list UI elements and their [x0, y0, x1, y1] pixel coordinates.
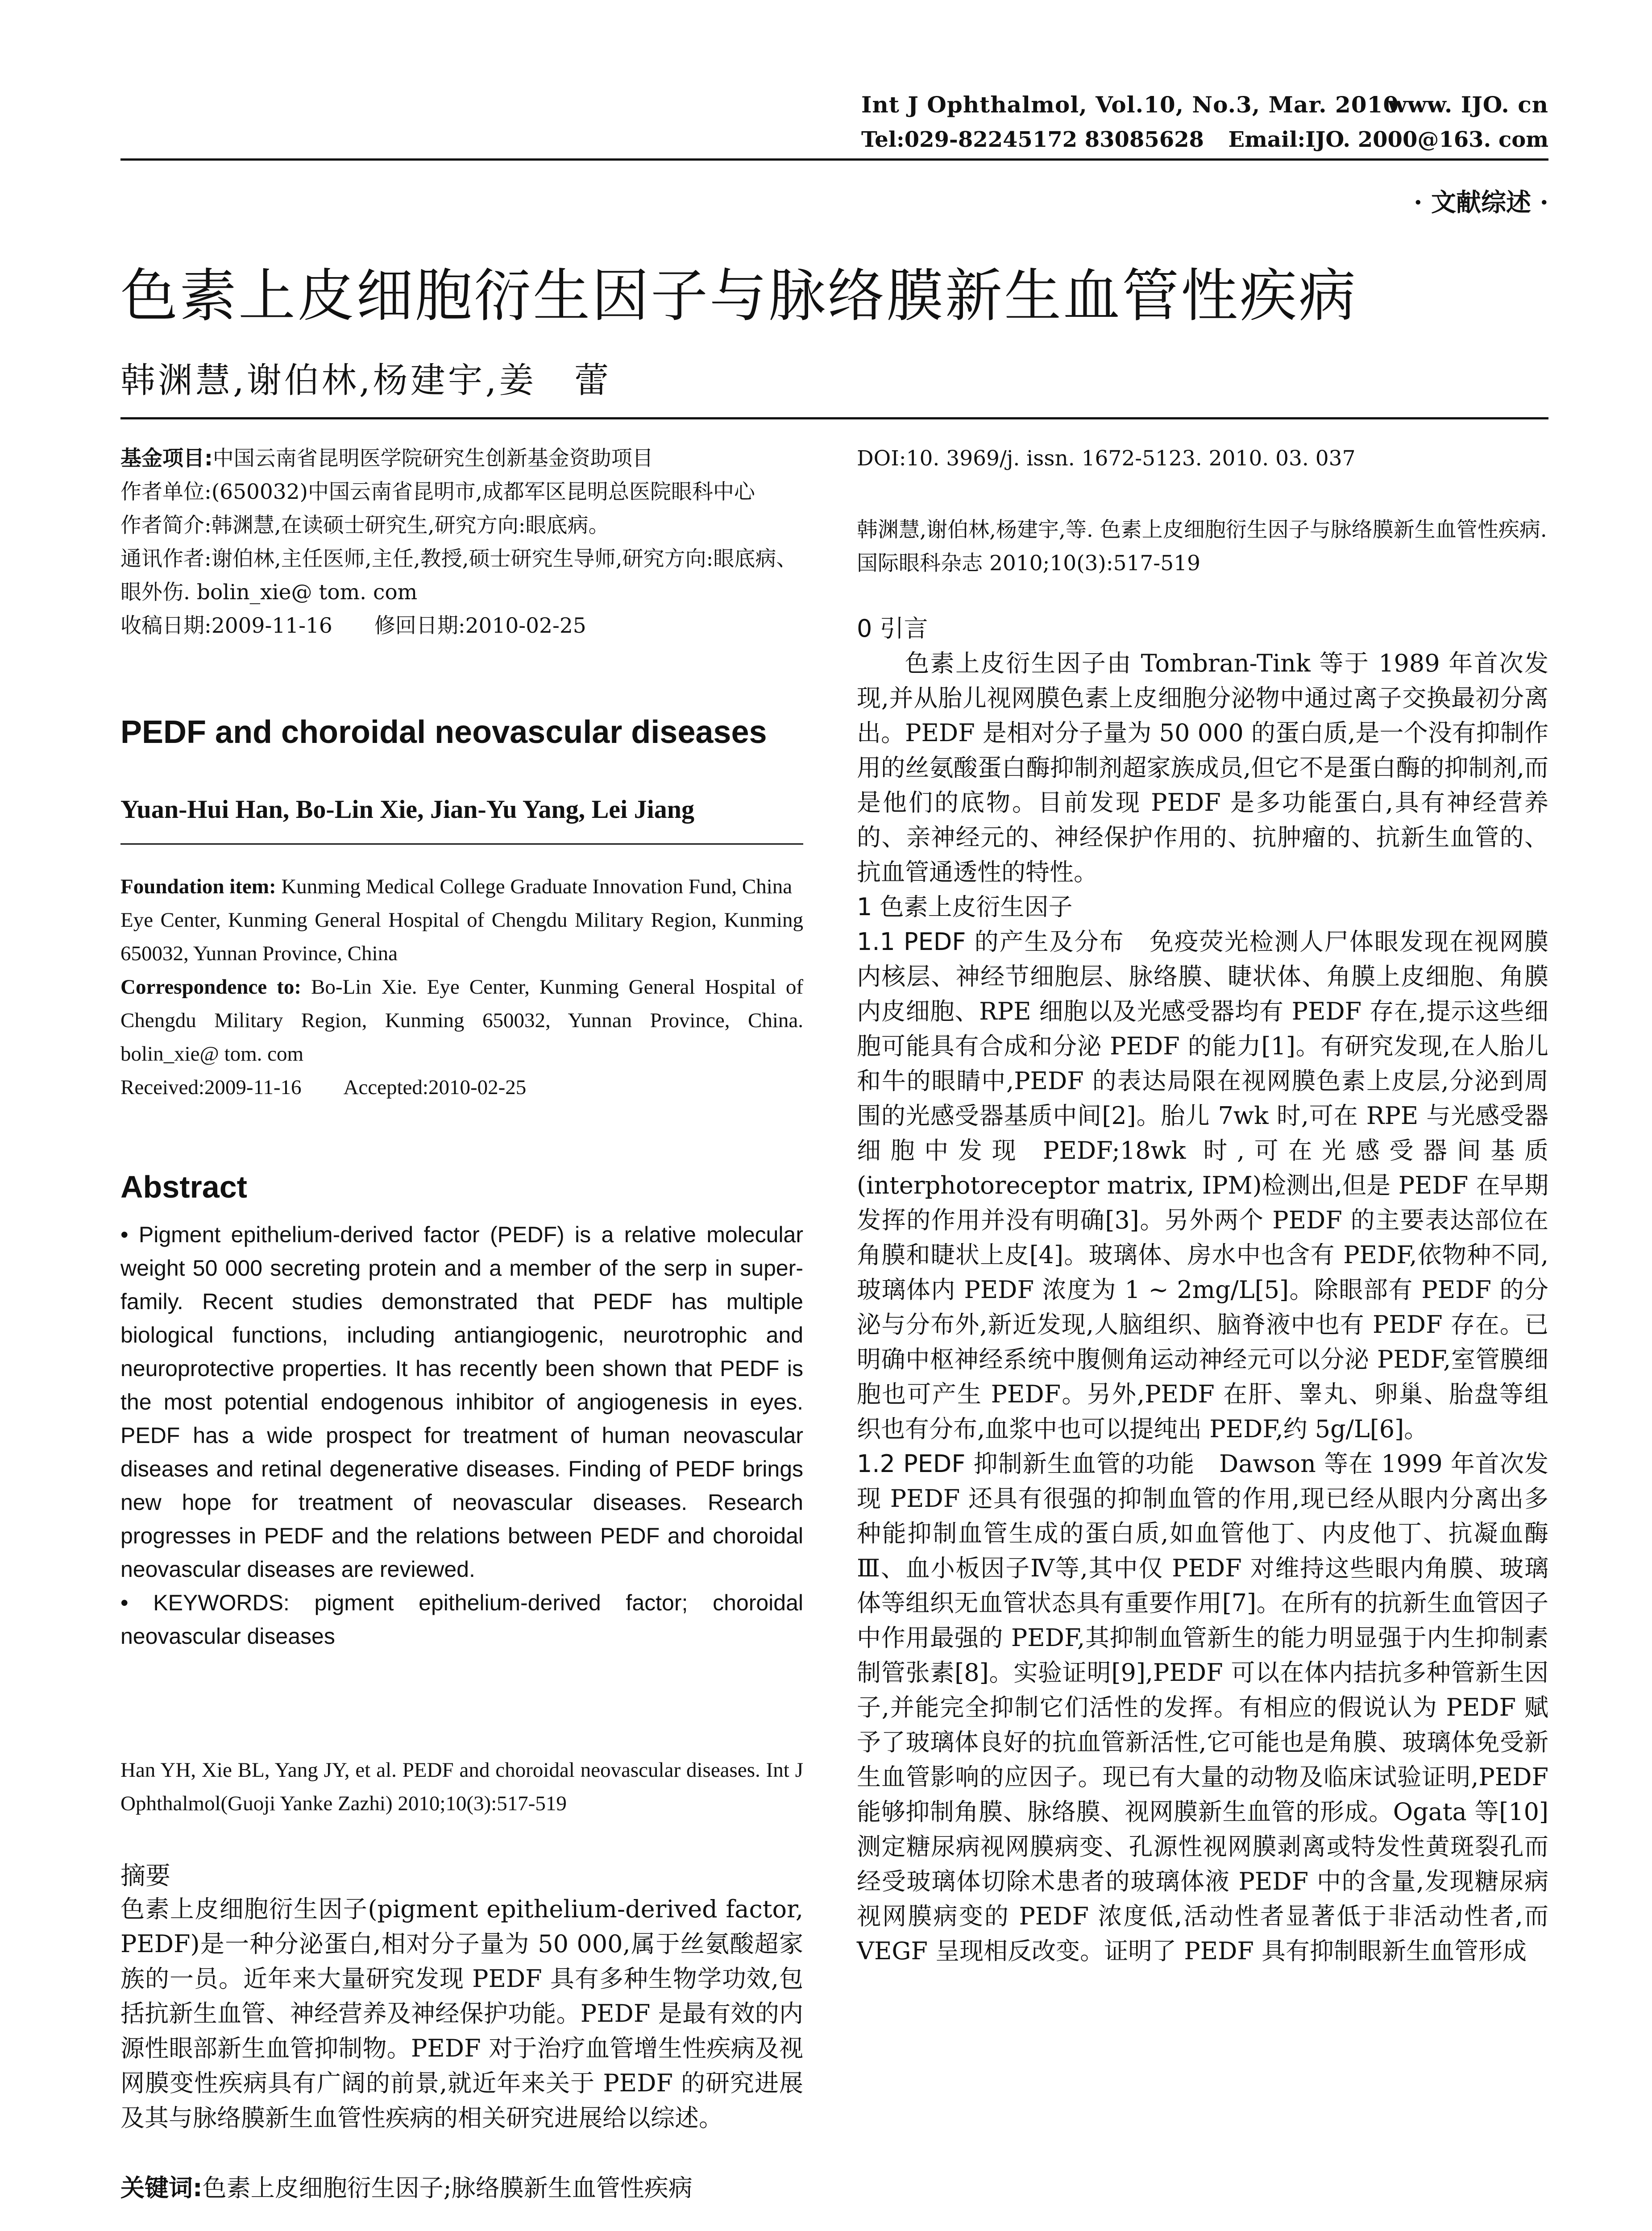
section-1-1	[857, 925, 1548, 1447]
journal-contact	[861, 127, 1548, 152]
fund-cn: 基金项目:中国云南省昆明医学院研究生创新基金资助项目	[120, 446, 653, 471]
doi: DOI:10. 3969/j. issn. 1672-5123. 2010. 03. 037	[857, 446, 1356, 471]
dates-en: Received:2009-11-16 Accepted:2010-02-25	[120, 1076, 527, 1099]
body-text	[857, 611, 1548, 1969]
abstract-body	[120, 1218, 803, 1653]
section-tag: · 文献综述 ·	[1414, 188, 1548, 217]
abstract-heading: Abstract	[120, 1169, 247, 1204]
section-1-2-text: Dawson 等在 1999 年首次发现 PEDF 还具有很强的抑制血管的作用,现已经从眼内分离出多种能抑制血管生成的蛋白质,如血管他丁、内皮他丁、抗凝血酶Ⅲ、血小板因子Ⅳ等,其中仅 PEDF 对维持这些眼内角膜、玻璃体等组织无血管状态具有重要作用[7]。在所有的抗新生血管因子中作用最强的 PEDF,其抑制血管新生的能力明显强于内生抑制素制管张素[8]。实验证明[9],PEDF 可以在体内拮抗多种管新生因子,并能完全抑制它们活性的发挥。有相应的假说认为 PEDF 赋予了玻璃体良好的抗血管新活性,它可能也是角膜、玻璃体免受新生血管影响的应因子。现已有大量的动物及临床试验证明,PEDF 能够抑制角膜、脉络膜、视网膜新生血管的形成。Ogata 等[10] 测定糖尿病视网膜病变、孔源性视网膜剥离或特发性黄斑裂孔而经受玻璃体切除术患者的玻璃体液 PEDF 中的含量,发现糖尿病视网膜病变的 PEDF 浓度低,活动性者显著低于非活动性者,而 VEGF 呈现相反改变。证明了 PEDF 具有抑制眼新生血管形成	[857, 1450, 1548, 1965]
article-info-en	[120, 870, 803, 1104]
abstract-keywords: • KEYWORDS: pigment epithelium-derived factor; choroidal neovascular diseases	[120, 1590, 803, 1649]
section-0-heading: 0 引言	[857, 614, 928, 643]
citation-en: Han YH, Xie BL, Yang JY, et al. PEDF and choroidal neovascular diseases. Int J Ophthalmol(Guoji Yanke Zazhi) 2010;10(3):517-519	[120, 1758, 803, 1815]
section-1-heading: 1 色素上皮衍生因子	[857, 893, 1073, 921]
dates-cn: 收稿日期:2009-11-16 修回日期:2010-02-25	[120, 614, 586, 638]
correspondence-cn: 通讯作者:谢伯林,主任医师,主任,教授,硕士研究生导师,研究方向:眼底病、眼外伤. bolin_xie@ tom. com	[120, 547, 797, 605]
header-rule	[120, 158, 1548, 161]
section-0-text: 色素上皮衍生因子由 Tombran-Tink 等于 1989 年首次发现,并从胎儿视网膜色素上皮细胞分泌物中通过离子交换最初分离出。PEDF 是相对分子量为 50 000 的蛋白质,是一个没有抑制作用的丝氨酸蛋白酶抑制剂超家族成员,但它不是蛋白酶的抑制剂,而是他们的底物。目前发现 PEDF 是多功能蛋白,具有神经营养的、亲神经元的、神经保护作用的、抗肿瘤的、抗新生血管的、抗血管通透性的特性。	[857, 649, 1548, 886]
en-authors-rule	[120, 843, 803, 845]
zhaiyao-heading: 摘要	[120, 1862, 170, 1891]
authors-en: Yuan-Hui Han, Bo-Lin Xie, Jian-Yu Yang, Lei Jiang	[120, 795, 695, 824]
unit-en: Eye Center, Kunming General Hospital of Chengdu Military Region, Kunming 650032, Yunnan Province, China	[120, 908, 803, 965]
authors-cn: 韩渊慧,谢伯林,杨建宇,姜 蕾	[120, 361, 612, 401]
keywords-cn: 关键词:色素上皮细胞衍生因子;脉络膜新生血管性疾病	[120, 2174, 693, 2202]
journal-email: Email:IJO. 2000@163. com	[1228, 127, 1548, 152]
citation-cn: 韩渊慧,谢伯林,杨建宇,等. 色素上皮细胞衍生因子与脉络膜新生血管性疾病. 国际眼科杂志 2010;10(3):517-519	[857, 518, 1547, 576]
section-1-2-heading: 1.2 PEDF 抑制新生血管的功能	[857, 1450, 1195, 1478]
article-title-cn: 色素上皮细胞衍生因子与脉络膜新生血管性疾病	[120, 263, 1358, 329]
bio-cn: 作者简介:韩渊慧,在读硕士研究生,研究方向:眼底病。	[120, 513, 610, 538]
journal-citation: Int J Ophthalmol, Vol.10, No.3, Mar. 2010	[861, 91, 1399, 118]
abstract-text: • Pigment epithelium-derived factor (PEDF) is a relative molecular weight 50 000 secreting protein and a member of the serp in super-family. Recent studies demonstrated that PEDF has multiple biological functions, including antiangiogenic, neurotrophic and neuroprotective properties. It has recently been shown that PEDF is the most potential endogenous inhibitor of angiogenesis in eyes. PEDF has a wide prospect for treatment of human neovascular diseases and retinal degenerative diseases. Finding of PEDF brings new hope for treatment of neovascular diseases. Research progresses in PEDF and the relations between PEDF and choroidal neovascular diseases are reviewed.	[120, 1222, 803, 1582]
zhaiyao-body: 色素上皮细胞衍生因子(pigment epithelium-derived factor, PEDF)是一种分泌蛋白,相对分子量为 50 000,属于丝氨酸超家族的一员。近年来大量研究发现 PEDF 具有多种生物学功效,包括抗新生血管、神经营养及神经保护功能。PEDF 是最有效的内源性眼部新生血管抑制物。PEDF 对于治疗血管增生性疾病及视网膜变性疾病具有广阔的前景,就近年来关于 PEDF 的研究进展及其与脉络膜新生血管性疾病的相关研究进展给以综述。	[120, 1895, 803, 2132]
title-rule	[120, 417, 1548, 419]
article-title-en: PEDF and choroidal neovascular diseases	[120, 714, 767, 750]
journal-tel: Tel:029-82245172 83085628	[861, 127, 1204, 152]
journal-header	[861, 91, 1548, 118]
article-info-cn	[120, 442, 803, 643]
correspondence-en: Correspondence to: Bo-Lin Xie. Eye Center, Kunming General Hospital of Chengdu Military Region, Kunming 650032, Yunnan Province, China. bolin_xie@ tom. com	[120, 975, 803, 1066]
section-1-2	[857, 1447, 1548, 1969]
section-1-1-heading: 1.1 PEDF 的产生及分布	[857, 928, 1125, 956]
journal-website: www. IJO. cn	[1387, 91, 1548, 118]
section-1-1-text: 免疫荧光检测人尸体眼发现在视网膜内核层、神经节细胞层、脉络膜、睫状体、角膜上皮细胞、角膜内皮细胞、RPE 细胞以及光感受器均有 PEDF 存在,提示这些细胞可能具有合成和分泌 PEDF 的能力[1]。有研究发现,在人胎儿和牛的眼睛中,PEDF 的表达局限在视网膜色素上皮层,分泌到周围的光感受器基质中间[2]。胎儿 7wk 时,可在 RPE 与光感受器细胞中发现 PEDF;18wk 时,可在光感受器间基质(interphotoreceptor matrix, IPM)检测出,但是 PEDF 在早期发挥的作用并没有明确[3]。另外两个 PEDF 的主要表达部位在角膜和睫状上皮[4]。玻璃体、房水中也含有 PEDF,依物种不同,玻璃体内 PEDF 浓度为 1 ~ 2mg/L[5]。除眼部有 PEDF 的分泌与分布外,新近发现,人脑组织、脑脊液中也有 PEDF 存在。已明确中枢神经系统中腹侧角运动神经元可以分泌 PEDF,室管膜细胞也可产生 PEDF。另外,PEDF 在肝、睾丸、卵巢、胎盘等组织也有分布,血浆中也可以提纯出 PEDF,约 5g/L[6]。	[857, 928, 1549, 1443]
fund-en: Foundation item: Kunming Medical College Graduate Innovation Fund, China	[120, 875, 793, 898]
unit-cn: 作者单位:(650032)中国云南省昆明市,成都军区昆明总医院眼科中心	[120, 480, 755, 504]
